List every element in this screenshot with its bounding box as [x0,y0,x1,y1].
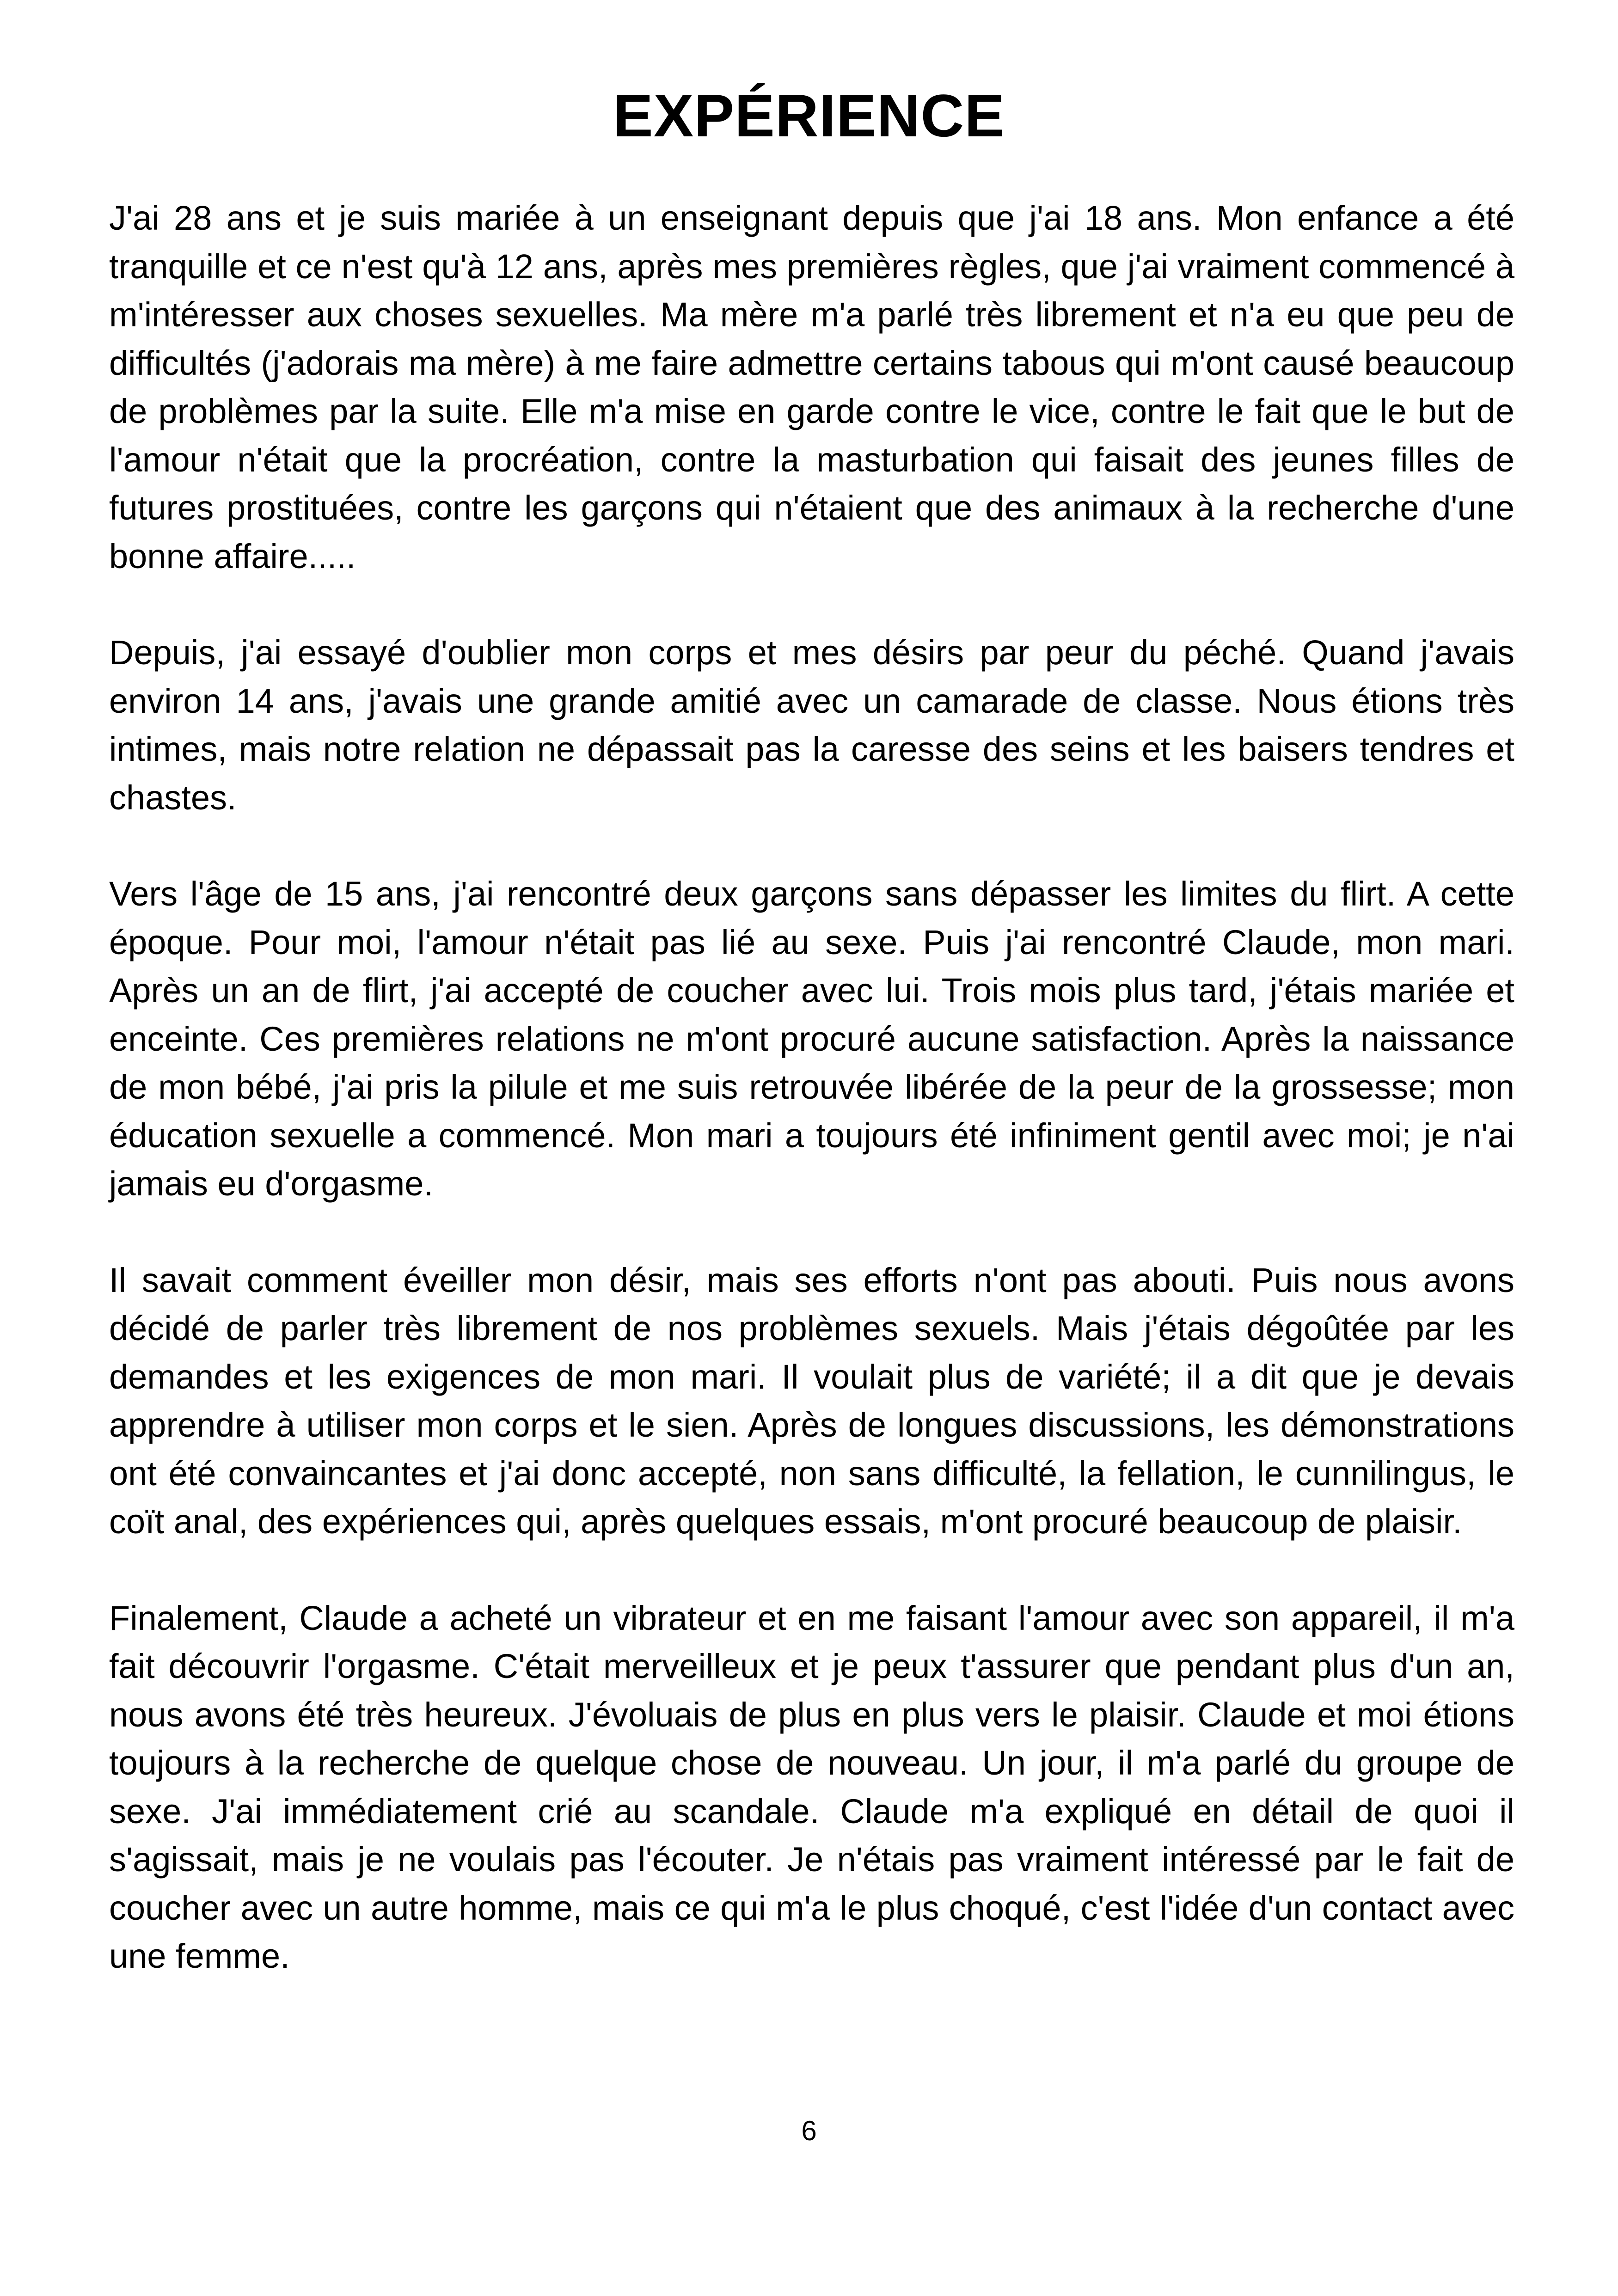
page-number: 6 [801,2115,817,2146]
paragraph-4: Il savait comment éveiller mon désir, mais ses efforts n'ont pas abouti. Puis nous avons décidé de parler très librement de nos problèmes sexuels. Mais j'étais dégoûtée par les demandes et les exigences de mon mari. Il voulait plus de variété; il a dit que je devais apprendre à utiliser mon corps et le sien. Après de longues discussions, les démonstrations ont été convaincantes et j'ai donc accepté, non sans difficulté, la fellation, le cunnilingus, le coït anal, des expériences qui, après quelques essais, m'ont procuré beaucoup de plaisir. [109,1261,1514,1541]
document-body [109,194,1514,2029]
paragraph-5: Finalement, Claude a acheté un vibrateur et en me faisant l'amour avec son appareil, il m'a fait découvrir l'orgasme. C'était merveilleux et je peux t'assurer que pendant plus d'un an, nous avons été très heureux. J'évoluais de plus en plus vers le plaisir. Claude et moi étions toujours à la recherche de quelque chose de nouveau. Un jour, il m'a parlé du groupe de sexe. J'ai immédiatement crié au scandale. Claude m'a expliqué en détail de quoi il s'agissait, mais je ne voulais pas l'écouter. Je n'étais pas vraiment intéressé par le fait de coucher avec un autre homme, mais ce qui m'a le plus choqué, c'est l'idée d'un contact avec une femme. [109,1598,1514,1975]
paragraph-3: Vers l'âge de 15 ans, j'ai rencontré deux garçons sans dépasser les limites du flirt. A cette époque. Pour moi, l'amour n'était pas lié au sexe. Puis j'ai rencontré Claude, mon mari. Après un an de flirt, j'ai accepté de coucher avec lui. Trois mois plus tard, j'étais mariée et enceinte. Ces premières relations ne m'ont procuré aucune satisfaction. Après la naissance de mon bébé, j'ai pris la pilule et me suis retrouvée libérée de la peur de la grossesse; mon éducation sexuelle a commencé. Mon mari a toujours été infiniment gentil avec moi; je n'ai jamais eu d'orgasme. [109,875,1514,1203]
page-title: EXPÉRIENCE [613,82,1005,149]
paragraph-2: Depuis, j'ai essayé d'oublier mon corps et mes désirs par peur du péché. Quand j'avais environ 14 ans, j'avais une grande amitié avec un camarade de classe. Nous étions très intimes, mais notre relation ne dépassait pas la caresse des seins et les baisers tendres et chastes. [109,633,1514,817]
paragraph-1: J'ai 28 ans et je suis mariée à un enseignant depuis que j'ai 18 ans. Mon enfance a été tranquille et ce n'est qu'à 12 ans, après mes premières règles, que j'ai vraiment commencé à m'intéresser aux choses sexuelles. Ma mère m'a parlé très librement et n'a eu que peu de difficultés (j'adorais ma mère) à me faire admettre certains tabous qui m'ont causé beaucoup de problèmes par la suite. Elle m'a mise en garde contre le vice, contre le fait que le but de l'amour n'était que la procréation, contre la masturbation qui faisait des jeunes filles de futures prostituées, contre les garçons qui n'étaient que des animaux à la recherche d'une bonne affaire..... [109,199,1514,576]
